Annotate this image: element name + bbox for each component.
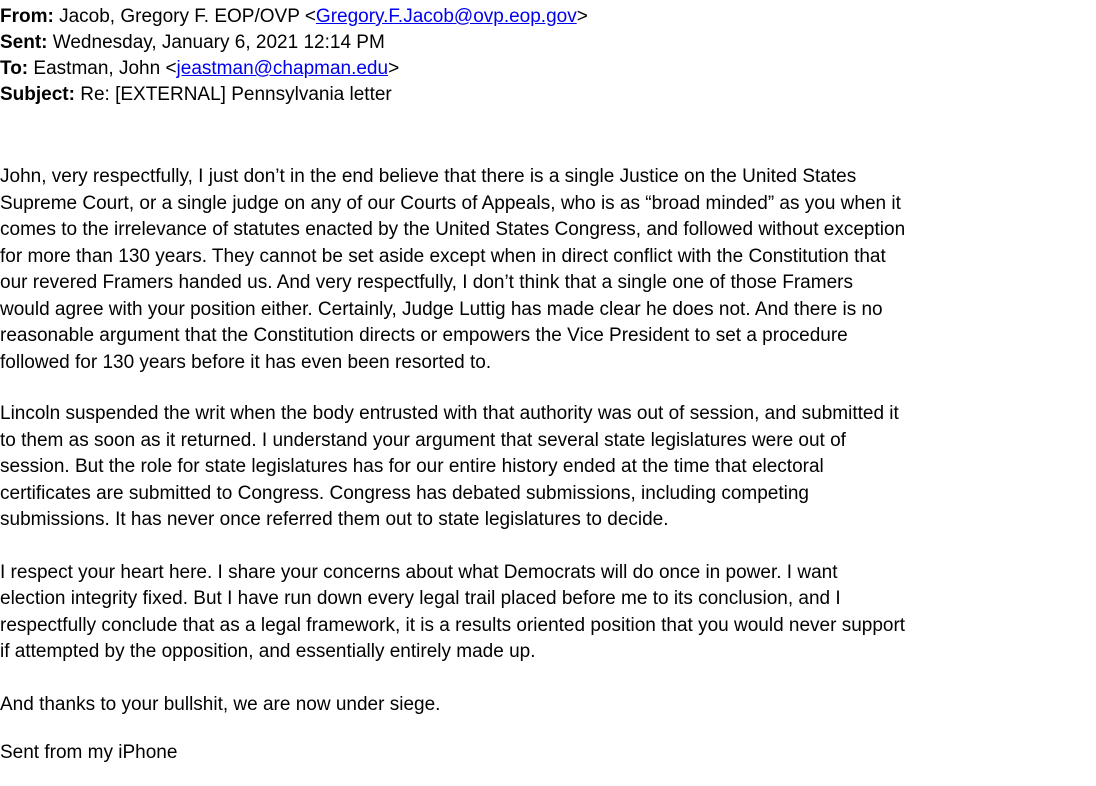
paragraph-1-line: comes to the irrelevance of statutes enacted by the United States Congress, and followed without exception — [0, 219, 906, 240]
signature-text: Sent from my iPhone — [0, 742, 178, 763]
from-name: Jacob, Gregory F. EOP/OVP — [53, 6, 305, 27]
paragraph-2 — [0, 401, 1092, 534]
subject-line — [0, 82, 1090, 108]
from-open-bracket: < — [304, 6, 316, 27]
to-line — [0, 56, 1090, 82]
from-close-bracket: > — [576, 6, 588, 27]
paragraph-3-line: respectfully conclude that as a legal framework, it is a results oriented position that you would never support — [0, 614, 906, 636]
paragraph-3-line: if attempted by the opposition, and essentially entirely made up. — [0, 641, 536, 662]
email-body — [0, 164, 1092, 767]
email-header — [0, 4, 1090, 108]
paragraph-3 — [0, 560, 1092, 666]
to-name: Eastman, John — [28, 58, 166, 79]
paragraph-2-line: certificates are submitted to Congress. Congress has debated submissions, including competing — [0, 482, 809, 504]
to-label: To: — [0, 58, 29, 79]
paragraph-1-line: reasonable argument that the Constitution directs or empowers the Vice President to set a procedure — [0, 325, 848, 346]
to-close-bracket: > — [388, 58, 400, 79]
paragraph-1-line: would agree with your position either. Certainly, Judge Luttig has made clear he does not. And there is no — [0, 298, 883, 320]
subject-label: Subject: — [0, 84, 75, 105]
paragraph-1 — [0, 164, 1092, 376]
paragraph-3-line: I respect your heart here. I share your concerns about what Democrats will do once in power. I want — [0, 561, 838, 583]
paragraph-1-line: followed for 130 years before it has even been resorted to. — [0, 351, 492, 373]
signature-line — [0, 740, 1092, 767]
paragraph-4-line: And thanks to your bullshit, we are now under siege. — [0, 693, 441, 715]
sent-line — [0, 30, 1090, 56]
sent-value: Wednesday, January 6, 2021 12:14 PM — [47, 32, 385, 53]
paragraph-2-line: to them as soon as it returned. I understand your argument that several state legislatures were out of — [0, 429, 846, 451]
subject-value: Re: [EXTERNAL] Pennsylvania letter — [74, 84, 392, 105]
to-email-link[interactable]: jeastman@chapman.edu — [176, 58, 389, 79]
paragraph-3-line: election integrity fixed. But I have run down every legal trail placed before me to its conclusion, and I — [0, 588, 841, 609]
from-label: From: — [0, 6, 54, 27]
from-line — [0, 4, 1090, 30]
paragraph-2-line: session. But the role for state legislatures has for our entire history ended at the time that electoral — [0, 456, 824, 477]
sent-label: Sent: — [0, 32, 48, 53]
paragraph-1-line: Supreme Court, or a single judge on any of our Courts of Appeals, who is as “broad minded” as you when it — [0, 192, 901, 214]
to-open-bracket: < — [165, 58, 177, 79]
paragraph-4 — [0, 692, 1092, 719]
paragraph-2-line: Lincoln suspended the writ when the body entrusted with that authority was out of session, and submitted it — [0, 403, 899, 424]
paragraph-1-line: John, very respectfully, I just don’t in the end believe that there is a single Justice on the United States — [0, 166, 857, 187]
paragraph-2-line: submissions. It has never once referred them out to state legislatures to decide. — [0, 509, 669, 530]
paragraph-1-line: for more than 130 years. They cannot be set aside except when in direct conflict with the Constitution that — [0, 245, 886, 267]
from-email-link[interactable]: Gregory.F.Jacob@ovp.eop.gov — [315, 6, 577, 27]
paragraph-1-line: our revered Framers handed us. And very respectfully, I don’t think that a single one of those Framers — [0, 272, 853, 293]
